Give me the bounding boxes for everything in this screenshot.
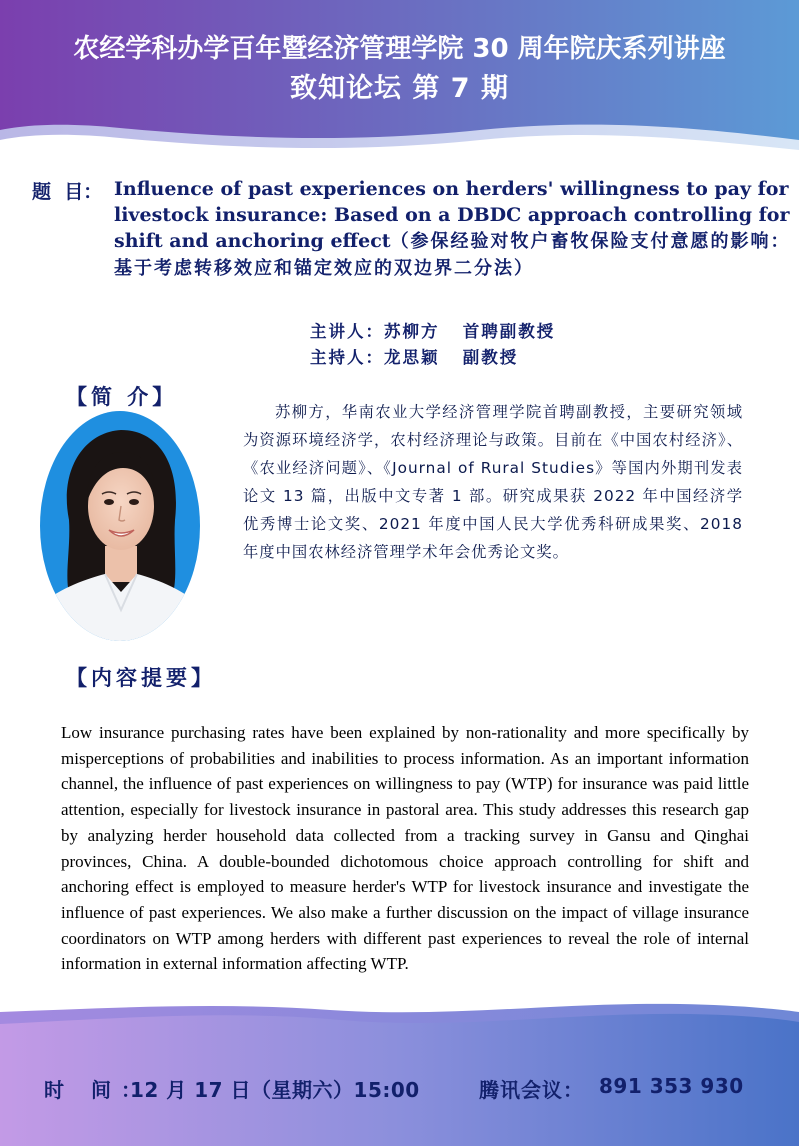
abstract-text: Low insurance purchasing rates have been explained by non-rationality and more specifically by misperceptions of probabilities and inabilities to process information. As an important information channel, the influence of past experiences on willingness to pay (WTP) for insurance was paid little attention, especially for livestock insurance in pastoral area. This study addresses this research gap by analyzing herder household data collected from a tracking survey in Gansu and Qinghai provinces, China. A double-bounded dichotomous choice approach controlling for shift and anchoring effect is employed to measure herder's WTP for livestock insurance and investigate the influence of past experiences. We also make a further discussion on the impact of village insurance coordinators on WTP among herders with different past experiences to reveal the role of internal information in external information affecting WTP.	[61, 723, 749, 974]
speaker-photo	[39, 410, 201, 642]
abstract-section-title: 【内容提要】	[66, 666, 216, 690]
topic-label: 题 目：	[32, 181, 103, 203]
speaker-line: 主讲人：苏柳方 首聘副教授	[310, 322, 556, 341]
meeting-id: 891 353 930	[599, 1074, 744, 1098]
topic-title-en: Influence of past experiences on herders' willingness to pay for livestock insurance: Based on a DBDC approach controlling for shift and anchoring effect	[114, 178, 790, 252]
host-line: 主持人：龙思颖 副教授	[310, 348, 519, 367]
time-label: 时 间：	[44, 1078, 151, 1102]
topic-title-zh: （参保经验对牧户畜牧保险支付意愿的影响：基于考虑转移效应和锚定效应的双边界二分法）	[114, 231, 791, 279]
forum-issue-title: 致知论坛 第 7 期	[290, 73, 509, 104]
time-value: 12 月 17 日（星期六）15:00	[130, 1078, 420, 1102]
header-banner	[0, 0, 799, 160]
footer-wave-background	[0, 990, 799, 1146]
intro-section-title: 【简 介】	[66, 385, 178, 409]
footer-banner	[0, 990, 799, 1146]
meeting-label: 腾讯会议：	[479, 1078, 584, 1102]
series-title: 农经学科办学百年暨经济管理学院 30 周年院庆系列讲座	[73, 34, 726, 64]
topic-body	[114, 176, 796, 282]
speaker-bio: 苏柳方，华南农业大学经济管理学院首聘副教授，主要研究领域为资源环境经济学，农村经济理论与政策。目前在《中国农村经济》、《农业经济问题》、《Journal of Rural Studies》等国内外期刊发表论文 13 篇，出版中文专著 1 部。研究成果获 2022 年中国经济学优秀博士论文奖、2021 年度中国人民大学优秀科研成果奖、2018 年度中国农林经济管理学术年会优秀论文奖。	[243, 403, 743, 561]
